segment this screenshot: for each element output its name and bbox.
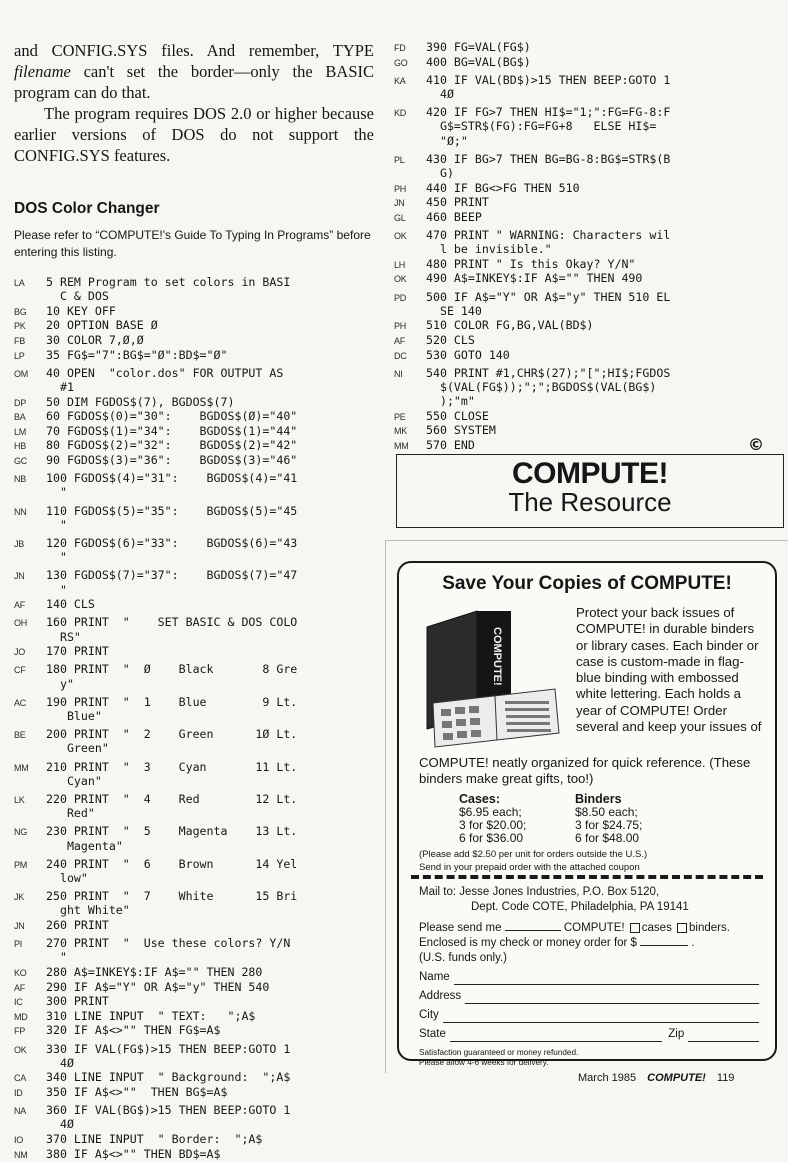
mail-to-line: Dept. Code COTE, Philadelphia, PA 19141 [471,901,689,913]
code-line [14,438,374,452]
code-line [14,424,374,438]
checksum: PK [14,321,26,332]
state-zip-field[interactable] [419,1027,759,1042]
binder-ad [397,561,777,1067]
checksum: GC [14,455,27,466]
code-line [394,290,778,318]
code-text: 420 IF FG>7 THEN HI$="1;":FG=FG-8:F G$=STR$(FG):FG=FG+8 ELSE HI$= "Ø;" [426,105,671,148]
checksum: FP [14,1026,25,1037]
code-text: 35 FG$="7":BG$="Ø":BD$="Ø" [46,347,228,362]
checksum: LK [14,795,25,805]
ad-tagline: The Resource [508,487,672,517]
code-text: 140 CLS [46,597,95,612]
fine-print [419,1048,759,1068]
checksum: FD [394,43,406,53]
code-text: 540 PRINT #1,CHR$(27);"[";HI$;FGDOS $(VAL(FG$));";";BGDOS$(VAL(BG$) );"m" [426,365,671,409]
checksum: GL [394,212,406,223]
code-line [394,366,778,409]
checksum: AF [14,600,25,611]
checksum: MD [14,1011,28,1022]
code-line [394,55,778,69]
code-text: 470 PRINT " WARNING: Characters wil l be invisible." [426,228,671,257]
page-footer [578,1072,734,1084]
checksum: OM [14,368,28,379]
send-me-brand: COMPUTE! [563,922,625,934]
checksum: NG [14,827,27,838]
code-line [394,228,778,256]
address-label: Address [419,990,462,1002]
checksum: IO [14,1134,23,1145]
code-line [14,936,374,964]
code-line [14,453,374,467]
paragraph-emphasis: filename [14,62,71,81]
price-line: $6.95 each; [459,805,522,819]
checksum: NA [14,1106,26,1117]
checksum: KO [14,968,27,979]
city-field[interactable] [419,1008,759,1023]
code-line [14,597,374,611]
code-line [14,275,374,303]
address-field[interactable] [419,989,759,1004]
code-text: 190 PRINT " 1 Blue 9 Lt. Blue" [46,694,298,723]
code-text: 380 IF A$<>"" THEN BD$=A$ [46,1146,221,1161]
state-label: State [419,1028,446,1040]
program-listing-right [394,40,778,452]
checksum: DP [14,397,26,408]
code-text: 100 FGDOS$(4)="31": BGDOS$(4)="41 " [46,471,298,500]
funds-note: (U.S. funds only.) [419,952,507,964]
cases-heading: Cases: [459,792,500,806]
code-text: 570 END [426,437,475,452]
checksum: NM [14,1149,28,1160]
checksum: PE [394,411,406,422]
code-text: 40 OPEN "color.dos" FOR OUTPUT AS #1 [46,365,284,394]
code-text: 360 IF VAL(BG$)>15 THEN BEEP:GOTO 1 4Ø [46,1103,291,1132]
code-text: 320 IF A$<>"" THEN FG$=A$ [46,1023,221,1038]
checksum: ID [14,1087,23,1098]
checksum: OK [394,274,407,285]
left-column [14,40,374,1161]
price-line: 6 for $48.00 [575,831,640,845]
checksum: JB [14,538,24,549]
name-label: Name [419,971,450,983]
listing-intro: Please refer to “COMPUTE!'s Guide To Typing In Programs” before entering this listing. [14,228,371,259]
code-line [14,695,374,723]
code-text: 490 A$=INKEY$:IF A$="" THEN 490 [426,271,643,286]
code-text: 210 PRINT " 3 Cyan 11 Lt. Cyan" [46,759,298,788]
code-text: 110 FGDOS$(5)="35": BGDOS$(5)="45 " [46,503,298,532]
checksum: FB [14,335,25,346]
article-paragraph: The program requires DOS 2.0 or higher because earlier versions of DOS do not support the CONFIG.SYS features. [14,104,374,165]
code-text: 160 PRINT " SET BASIC & DOS COLO RS" [46,615,298,644]
checksum: GO [394,57,408,68]
order-coupon [419,885,759,1068]
code-text: 560 SYSTEM [426,423,496,438]
code-text: 300 PRINT [46,994,109,1009]
checksum: AF [394,335,405,346]
program-listing-left [14,275,374,1161]
code-text: 240 PRINT " 6 Brown 14 Yel low" [46,856,298,886]
checksum: PD [394,292,406,303]
checksum: CF [14,665,26,676]
code-text: 200 PRINT " 2 Green 1Ø Lt. Green" [46,727,298,756]
code-text: 440 IF BG<>FG THEN 510 [426,180,580,195]
binders-checkbox[interactable] [677,923,687,933]
code-text: 520 CLS [426,332,475,347]
checksum: OK [394,231,407,241]
code-line [394,348,778,362]
code-line [394,152,778,180]
code-line [14,727,374,755]
code-line [14,409,374,423]
code-text: 430 IF BG>7 THEN BG=BG-8:BG$=STR$(B G) [426,151,671,181]
code-text: 230 PRINT " 5 Magenta 13 Lt. Magenta" [46,824,298,853]
checksum: PI [14,939,22,950]
checksum: BE [14,730,26,741]
checksum: NI [394,368,403,379]
code-text: 90 FGDOS$(3)="36": BGDOS$(3)="46" [46,452,298,467]
cases-prices [459,793,526,845]
binder-illustration [413,607,563,749]
code-text: 530 GOTO 140 [426,347,510,362]
code-line [394,333,778,347]
code-line [14,824,374,852]
paragraph-text: can't set the border—only the BASIC program can do that. [14,62,374,102]
code-text: 330 IF VAL(FG$)>15 THEN BEEP:GOTO 1 4Ø [46,1041,291,1070]
code-text: 60 FGDOS$(0)="30": BGDOS$(Ø)="40" [46,409,298,424]
code-line [14,348,374,362]
checksum: NN [14,506,27,517]
code-line [394,434,778,454]
code-text: 130 FGDOS$(7)="37": BGDOS$(7)="47 " [46,568,298,597]
checksum: AC [14,697,26,708]
code-text: 80 FGDOS$(2)="32": BGDOS$(2)="42" [46,438,298,453]
mail-to-line: Mail to: Jesse Jones Industries, P.O. Box 5120, [419,886,660,898]
checksum: MM [14,762,29,773]
checksum: JN [14,571,25,582]
checksum: IC [14,997,23,1008]
code-line [394,40,778,54]
code-text: 50 DIM FGDOS$(7), BGDOS$(7) [46,394,235,409]
binders-checkbox-label: binders. [689,922,730,934]
checksum: LH [394,259,405,270]
binders-heading: Binders [575,792,622,806]
code-text: 220 PRINT " 4 Red 12 Lt. Red" [46,792,298,821]
code-text: 480 PRINT " Is this Okay? Y/N" [426,256,636,271]
code-text: 400 BG=VAL(BG$) [426,54,531,69]
code-line [394,257,778,271]
copyright-mark: © [748,434,764,454]
code-line [14,333,374,347]
code-text: 500 IF A$="Y" OR A$="y" THEN 510 EL SE 140 [426,289,671,318]
code-line [14,662,374,690]
code-line [14,965,374,979]
code-line [14,889,374,917]
binders-prices [575,793,642,845]
price-line: 3 for $20.00; [459,818,527,832]
code-text: 510 COLOR FG,BG,VAL(BD$) [426,318,594,333]
code-text: 340 LINE INPUT " Background: ";A$ [46,1070,291,1085]
article-paragraph [14,40,374,103]
code-line [14,504,374,532]
code-text: 10 KEY OFF [46,303,116,318]
code-line [14,980,374,994]
delivery-text: Please allow 4-6 weeks for delivery. [419,1058,549,1067]
price-line: 6 for $36.00 [459,831,524,845]
code-text: 410 IF VAL(BD$)>15 THEN BEEP:GOTO 1 4Ø [426,72,671,101]
compute-resource-ad [396,454,784,528]
code-line [14,536,374,564]
code-line [14,644,374,658]
code-text: 120 FGDOS$(6)="33": BGDOS$(6)="43 " [46,535,298,565]
code-text: 310 LINE INPUT " TEXT: ";A$ [46,1008,256,1023]
code-text: 280 A$=INKEY$:IF A$="" THEN 280 [46,965,263,980]
code-line [394,409,778,423]
price-line: $8.50 each; [575,805,638,819]
code-line [394,195,778,209]
code-text: 270 PRINT " Use these colors? Y/N " [46,936,291,965]
checksum: MK [394,426,407,437]
city-label: City [419,1009,439,1021]
checksum: KA [394,75,406,86]
code-line [14,1009,374,1023]
zip-label: Zip [668,1028,685,1040]
code-line [14,318,374,332]
checksum: BG [14,306,27,317]
checksum: PH [394,183,406,194]
code-text: 550 CLOSE [426,408,489,423]
code-line [14,395,374,409]
enclosed-line: Enclosed is my check or money order for $ . [419,937,695,949]
code-line [14,918,374,932]
coupon-note: Send in your prepaid order with the attached coupon [419,862,640,873]
quantity-field[interactable] [505,930,561,931]
checksum: JN [14,921,25,932]
code-line [14,1085,374,1099]
checksum: DC [394,350,407,361]
name-field[interactable] [419,970,759,985]
checksum: OK [14,1044,27,1055]
code-line [14,857,374,885]
code-line [14,1132,374,1146]
checksum: KD [394,108,406,119]
enclosed-label: Enclosed is my check or money order for $ [419,937,637,949]
price-line: 3 for $24.75; [575,818,643,832]
checksum: PL [394,154,405,165]
code-text: 170 PRINT [46,644,109,659]
code-text: 460 BEEP [426,209,482,224]
send-me-label: Please send me [419,922,502,934]
code-line [14,568,374,596]
code-line [14,366,374,394]
code-line [394,210,778,224]
code-text: 5 REM Program to set colors in BASI C & DOS [46,275,291,304]
code-line [14,792,374,820]
code-line [14,1147,374,1161]
code-text: 180 PRINT " Ø Black 8 Gre y" [46,662,298,691]
ad-brand: COMPUTE! [512,457,668,490]
code-line [14,1023,374,1037]
checksum: CA [14,1073,26,1084]
footer-date: March 1985 [578,1072,637,1084]
code-line [394,271,778,285]
code-text: 370 LINE INPUT " Border: ";A$ [46,1131,263,1146]
cases-checkbox[interactable] [630,923,640,933]
checksum: MM [394,440,409,451]
binder-ad-body: Protect your back issues of COMPUTE! in durable binders or library cases. Each binder or case is custom-made in flag-blue binding with embossed white lettering. Each holds a year of COMPUTE! Order several and keep your issues of [576,605,762,735]
checksum: JN [394,198,405,209]
code-text: 260 PRINT [46,918,109,933]
code-text: 450 PRINT [426,195,489,210]
code-text: 290 IF A$="Y" OR A$="y" THEN 540 [46,979,270,994]
code-line [394,181,778,195]
overseas-note: (Please add $2.50 per unit for orders outside the U.S.) [419,849,648,860]
code-line [14,304,374,318]
code-line [394,318,778,332]
binder-spine-text: COMPUTE! [491,627,503,686]
code-text: 30 COLOR 7,Ø,Ø [46,332,144,347]
code-line [394,423,778,437]
code-line [14,471,374,499]
listing-title: DOS Color Changer [14,200,160,217]
code-line [14,1103,374,1131]
code-line [14,760,374,788]
checksum: PH [394,321,406,332]
paragraph-text: and CONFIG.SYS files. And remember, TYPE [14,41,374,60]
checksum: AF [14,982,25,993]
binder-ad-body-cont: COMPUTE! neatly organized for quick reference. (These binders make great gifts, too!) [419,755,751,787]
checksum: LP [14,350,25,361]
page-number: 119 [716,1072,735,1084]
amount-field[interactable] [640,945,688,946]
code-line [394,73,778,101]
checksum: OH [14,618,27,629]
code-line [14,994,374,1008]
send-me-line [419,921,759,936]
checksum: LM [14,426,26,437]
checksum: JO [14,647,25,658]
checksum: BA [14,412,26,423]
code-text: 70 FGDOS$(1)="34": BGDOS$(1)="44" [46,423,298,438]
code-text: 350 IF A$<>"" THEN BG$=A$ [46,1084,228,1099]
checksum: HB [14,441,26,452]
code-text: 250 PRINT " 7 White 15 Bri ght White" [46,889,298,918]
code-text: 390 FG=VAL(FG$) [426,40,531,54]
checksum: LA [14,278,25,288]
code-line [394,105,778,148]
code-line [14,1070,374,1084]
checksum: PM [14,859,27,870]
footer-magazine: COMPUTE! [647,1072,706,1084]
coupon-cut-line [411,875,763,879]
guarantee-text: Satisfaction guaranteed or money refunded. [419,1048,579,1057]
code-text: 20 OPTION BASE Ø [46,318,158,333]
code-line [14,1042,374,1070]
checksum: JK [14,892,24,903]
binder-ad-title: Save Your Copies of COMPUTE! [442,573,732,594]
right-column [394,40,778,453]
checksum: NB [14,474,26,485]
cases-checkbox-label: cases [641,922,672,934]
code-line [14,615,374,643]
